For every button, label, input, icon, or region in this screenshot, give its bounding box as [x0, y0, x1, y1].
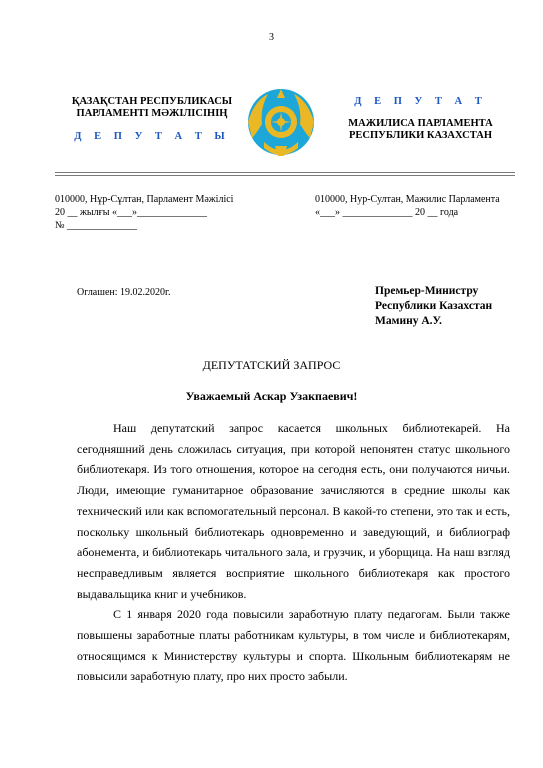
header-ru-deputy: Д Е П У Т А Т — [354, 96, 487, 107]
body-text — [77, 418, 510, 687]
addressee-line3: Мамину А.У. — [375, 315, 442, 327]
header-kazakh — [62, 96, 242, 143]
header-kz-line2: ПАРЛАМЕНТІ МӘЖІЛІСІНІҢ — [76, 108, 228, 119]
kz-date-line: 20 __ жылғы «___»______________ — [55, 207, 207, 218]
header-ru-line2: РЕСПУБЛИКИ КАЗАХСТАН — [348, 130, 492, 141]
announced-date: Оглашен: 19.02.2020г. — [77, 287, 171, 298]
kz-number-line: № ______________ — [55, 220, 138, 231]
header-russian — [338, 96, 503, 142]
addressee-line1: Премьер-Министру — [375, 285, 479, 297]
page-number: 3 — [269, 32, 274, 43]
greeting: Уважаемый Аскар Узакпаевич! — [185, 389, 358, 403]
address-block-russian — [315, 193, 500, 219]
header-kz-line1: ҚАЗАҚСТАН РЕСПУБЛИКАСЫ — [71, 96, 233, 107]
ru-date-line: «___» ______________ 20 __ года — [315, 207, 459, 218]
paragraph-2: С 1 января 2020 года повысили заработную плату педагогам. Были также повышены заработные платы работникам культуры, в том числе и библиотекарям, относящимся к Министерству культуры и спорта. Школьным библиотекарям не повысили заработную плату, про них просто забыли. — [77, 607, 510, 684]
address-block-kazakh — [55, 193, 233, 232]
kazakhstan-emblem-icon — [246, 86, 316, 158]
addressee-block — [375, 284, 492, 329]
document-title: ДЕПУТАТСКИЙ ЗАПРОС — [202, 358, 341, 372]
addressee-line2: Республики Казахстан — [375, 300, 493, 312]
header-divider-bottom — [55, 175, 515, 176]
header-ru-line1: МАЖИЛИСА ПАРЛАМЕНТА — [348, 118, 493, 129]
header-kz-deputies: Д Е П У Т А Т Ы — [74, 131, 230, 142]
header-divider-top — [55, 172, 515, 173]
paragraph-1: Наш депутатский запрос касается школьных библиотекарей. На сегодняшний день сложилась ситуация, при которой непонятен статус школьного библиотекаря. Из того отношения, которое на сегодня есть, они получаются ничьи. Люди, имеющие гуманитарное образование зачисляются в средние школы как технический или как вспомогательный персонал. В какой-то степени, это так и есть, поскольку школьный библиотекарь одновременно и заведующий, и библиограф абонемента, и библиотекарь читального зала, и грузчик, и уборщица. На наш взгляд несправедливым является восприятие школьного библиотекаря как простого выдавальщика книг и учебников. — [77, 421, 510, 601]
ru-address: 010000, Нур-Султан, Мажилис Парламента — [315, 194, 500, 205]
kz-address: 010000, Нұр-Сұлтан, Парламент Мәжілісі — [55, 194, 234, 205]
